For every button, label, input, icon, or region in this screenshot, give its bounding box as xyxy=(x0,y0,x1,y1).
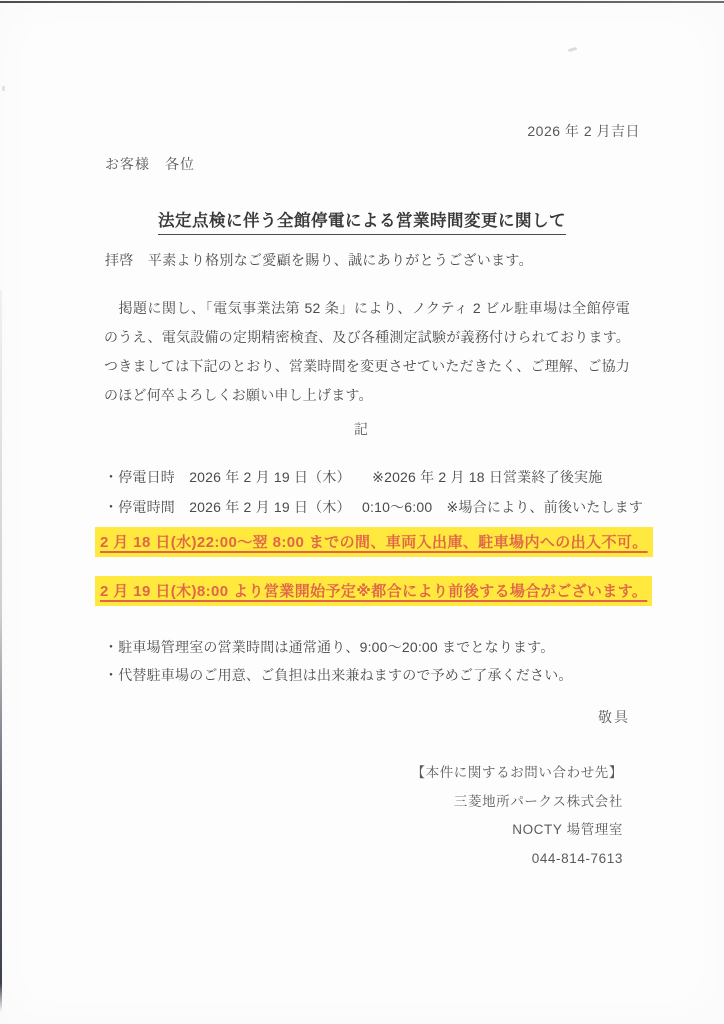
letter-closing: 敬具 xyxy=(598,709,630,725)
letter-greeting: 拝啓 平素より格別なご愛顧を賜り、誠にありがとうございます。 xyxy=(105,252,533,268)
contact-phone: 044-814-7613 xyxy=(531,850,623,866)
contact-office: NOCTY 場管理室 xyxy=(512,822,623,837)
contact-heading: 【本件に関するお問い合わせ先】 xyxy=(411,765,623,780)
note-no-alternative-parking: ・代替駐車場のご用意、ご負担は出来兼ねますので予めご了承ください。 xyxy=(104,667,573,683)
letter-title-row xyxy=(0,207,724,235)
scan-speck xyxy=(568,47,577,52)
letter-date: 2026 年 2 月吉日 xyxy=(527,123,640,139)
record-marker: 記 xyxy=(354,421,370,437)
letter-title: 法定点検に伴う全館停電による営業時間変更に関して xyxy=(158,207,566,235)
scan-left-edge-artifact xyxy=(0,290,2,1012)
letter-recipient: お客様 各位 xyxy=(105,156,195,172)
scan-speck xyxy=(2,86,5,91)
highlight-reopening-notice: 2 月 19 日(木)8:00 より営業開始予定※都合により前後する場合がございます。 xyxy=(95,576,652,606)
scan-top-edge-artifact xyxy=(0,1,724,3)
highlight-closure-notice: 2 月 18 日(水)22:00～翌 8:00 までの間、車両入出庫、駐車場内への出入不可。 xyxy=(95,527,653,557)
contact-block xyxy=(412,759,624,873)
contact-company: 三菱地所パークス株式会社 xyxy=(453,793,623,809)
letter-body-paragraph: 掲題に関し、「電気事業法第 52 条」により、ノクティ 2 ビル駐車場は全館停電のうえ、電気設備の定期精密検査、及び各種測定試験が義務付けられております。つきましては下記のとおり、営業時間を変更させていただきたく、ご理解、ご協力のほど何卒よろしくお願い申し上げます。 xyxy=(104,300,630,403)
outage-date-line: ・停電日時 2026 年 2 月 19 日（木） ※2026 年 2 月 18 日営業終了後実施 xyxy=(104,469,603,485)
outage-time-line: ・停電時間 2026 年 2 月 19 日（木） 0:10～6:00 ※場合により、前後いたします xyxy=(104,499,644,515)
note-office-hours: ・駐車場管理室の営業時間は通常通り、9:00～20:00 までとなります。 xyxy=(104,639,555,655)
